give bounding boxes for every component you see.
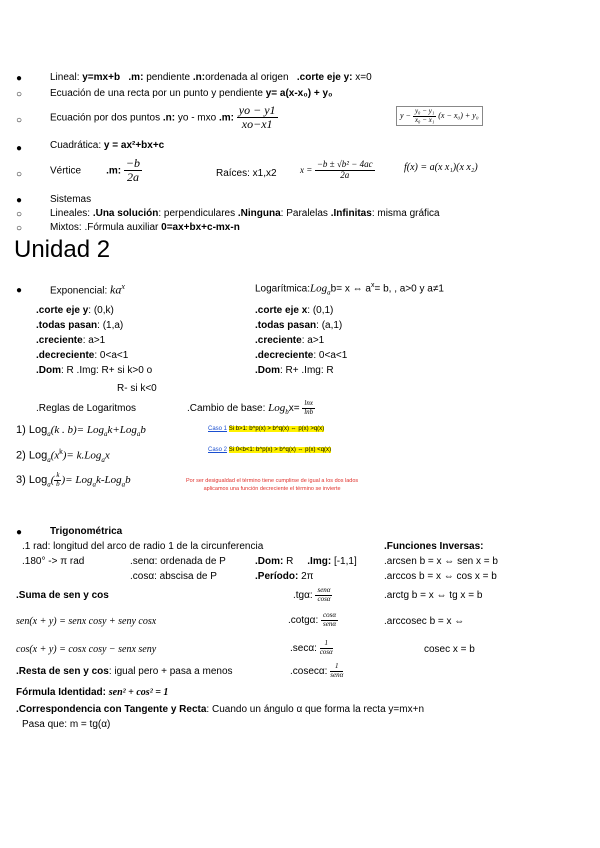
ecu-dos-text: Ecuación por dos puntos bbox=[50, 112, 161, 124]
property-row: .corte eje x: (0,1) bbox=[255, 305, 334, 316]
bullet: ● bbox=[16, 195, 23, 206]
bullet-hollow: ○ bbox=[16, 209, 23, 220]
mixtos-line: Mixtos: .Fórmula auxiliar 0=ax+bx+c-mx-n bbox=[50, 222, 240, 233]
ecu-punto-text: Ecuación de una recta por un punto y pendiente bbox=[50, 88, 263, 99]
rule-2: 2) $Log_a(x^k)= k.Log_ax$ bbox=[16, 449, 110, 464]
sec-def: .secα: $\frac{1}{\cos\alpha}$ bbox=[290, 639, 333, 656]
cos-def: .cosα: abscisa de P bbox=[130, 571, 217, 582]
tg-def: .tgα: $\frac{\text{senα}}{\cos\alpha}$ bbox=[293, 586, 331, 603]
n-label: .n: bbox=[162, 112, 176, 124]
ecu-dos-mid: yo - mxo bbox=[177, 112, 217, 124]
sen-def: .senα: ordenada de P bbox=[130, 556, 226, 567]
corresp-line: .Correspondencia con Tangente y Recta: Cuando un ángulo α que forma la recta y=mx+n bbox=[16, 704, 424, 715]
vertex-fraction: $\frac{-b}{2a}$ bbox=[125, 156, 141, 185]
periodo: .Período: 2π bbox=[255, 571, 314, 582]
n-desc: ordenada al origen bbox=[205, 72, 289, 83]
inv-arccosec: .arccosec b = x ⇔ bbox=[384, 616, 465, 627]
inv-arccos: .arccos b = x ⇔ cos x = b bbox=[384, 571, 497, 582]
inv-arcsen: .arcsen b = x ⇔ sen x = b bbox=[384, 556, 498, 567]
red-note: Por ser desigualdad el término tiene cumplirse de igual a los dos lados aplicamos una función decreciente el término se invierte bbox=[186, 478, 359, 492]
cuadratica-line bbox=[50, 140, 164, 151]
cosec-def: .cosecα: $\frac{1}{\text{senα}}$ bbox=[290, 662, 344, 679]
inv-title: .Funciones Inversas: bbox=[384, 541, 484, 552]
m-desc: pendiente bbox=[146, 72, 191, 83]
property-row: .Dom: R .Img: R+ si k>0 o bbox=[36, 365, 153, 376]
raices-label: Raíces: x1,x2 bbox=[216, 168, 277, 179]
property-row: .creciente: a>1 bbox=[255, 335, 325, 346]
two-point-formula-box: y − $\frac{\text{y₀ − y₁}}{\text{x₀ − x₁}}$ (x − x₀) + y₀ bbox=[396, 106, 483, 126]
rule-3: 3) Log$_a$( $\frac{k}{b}$ )= Log$_a$k-Log$_a$b bbox=[16, 471, 131, 489]
lineal-label: Lineal: bbox=[50, 72, 80, 83]
cos-sum-formula: cos(x + y) = cosx cosy − senx seny bbox=[16, 644, 157, 655]
dom-img: .Dom: R .Img: [-1,1] bbox=[255, 556, 357, 567]
rule-1: 1) Log$_a$(k . b)= Log$_a$k+Log$_a$b bbox=[16, 424, 146, 439]
ecu-punto-eq: y= a(x-x₀) + y₀ bbox=[265, 88, 333, 99]
unit-title: Unidad 2 bbox=[14, 236, 111, 263]
inv-cosec: cosec x = b bbox=[424, 644, 475, 655]
property-row: .Dom: R+ .Img: R bbox=[255, 365, 334, 376]
factored-form: f(x) = a(x x₁)(x x₂) bbox=[404, 162, 478, 173]
caso-1: Caso 1 Si b>1: b^p(x) > b^q(x) ⇔ p(x) >q(x) bbox=[208, 426, 325, 432]
exponencial-line: Exponencial: $ka^x$ bbox=[50, 282, 125, 297]
lineales-line: Lineales: .Una solución: perpendiculares .Ninguna: Paralelas .Infinitas: misma gráfica bbox=[50, 208, 440, 219]
identidad-line: Fórmula Identidad: sen² + cos² = 1 bbox=[16, 687, 169, 698]
sistemas-title: Sistemas bbox=[50, 194, 92, 205]
m-label: .m: bbox=[218, 112, 234, 124]
reglas-title: .Reglas de Logaritmos bbox=[36, 403, 137, 414]
corte-val: x=0 bbox=[355, 72, 372, 83]
caso-1-link[interactable]: Caso 1 bbox=[208, 426, 228, 432]
rad-def: .1 rad: longitud del arco de radio 1 de la circunferencia bbox=[22, 541, 264, 552]
property-row: .corte eje y: (0,k) bbox=[36, 305, 114, 316]
trig-title: Trigonométrica bbox=[50, 526, 123, 537]
suma-title: .Suma de sen y cos bbox=[16, 590, 109, 601]
bullet: ● bbox=[16, 143, 23, 154]
n-label: .n: bbox=[192, 72, 206, 83]
m-label: .m: bbox=[106, 165, 122, 177]
vertice-line bbox=[50, 157, 142, 184]
bullet: ● bbox=[16, 527, 23, 538]
property-row: .creciente: a>1 bbox=[36, 335, 106, 346]
cotg-def: .cotgα: $\frac{\cos\alpha}{\text{senα}}$ bbox=[288, 611, 337, 628]
sen-sum-formula: sen(x + y) = senx cosy + seny cosx bbox=[16, 616, 157, 627]
lineal-eq: y=mx+b bbox=[82, 72, 121, 83]
pasa-que: Pasa que: m = tg(α) bbox=[22, 719, 111, 730]
bullet-hollow: ○ bbox=[16, 223, 23, 234]
logaritmica-line: Logarítmica:Log$_a$b= x ⇔ $a^x= b$, , a>0 y a≠1 bbox=[255, 282, 444, 297]
property-row: .todas pasan: (a,1) bbox=[255, 320, 343, 331]
ecu-punto-line bbox=[50, 88, 333, 99]
property-row: .decreciente: 0<a<1 bbox=[255, 350, 348, 361]
bullet-hollow: ○ bbox=[16, 115, 23, 126]
cambio-base-line: .Cambio de base: Log$_b$x= $\frac{\ln x}{\ln b}$ bbox=[187, 399, 314, 416]
img-extra: R- si k<0 bbox=[117, 383, 157, 394]
bullet: ● bbox=[16, 285, 23, 296]
corte-label: .corte eje y: bbox=[296, 72, 353, 83]
quadratic-formula: x = $\frac{\text{−b ± √b² − 4ac}}{2a}$ bbox=[300, 159, 373, 180]
bullet-hollow: ○ bbox=[16, 169, 23, 180]
cuad-label: Cuadrática: bbox=[50, 140, 102, 151]
cuad-eq: y = ax²+bx+c bbox=[103, 140, 165, 151]
caso-2: Caso 2 Si 0<b<1: b^p(x) > b^q(x) ⇔ p(x) <q(x) bbox=[208, 447, 332, 453]
bullet-hollow: ○ bbox=[16, 89, 23, 100]
bullet: ● bbox=[16, 73, 23, 84]
property-row: .decreciente: 0<a<1 bbox=[36, 350, 129, 361]
slope-fraction: $\frac{yo - y1}{xo-x1}$ bbox=[238, 103, 276, 132]
resta-line: .Resta de sen y cos: igual pero + pasa a menos bbox=[16, 666, 233, 677]
caso-2-link[interactable]: Caso 2 bbox=[208, 447, 228, 453]
vertice-label: Vértice bbox=[50, 165, 82, 177]
ecu-dos-line bbox=[50, 104, 278, 131]
lineal-line bbox=[50, 72, 372, 83]
m-label: .m: bbox=[128, 72, 144, 83]
inv-arctg: .arctg b = x ⇔ tg x = b bbox=[384, 590, 483, 601]
deg-def: .180° -> π rad bbox=[22, 556, 85, 567]
property-row: .todas pasan: (1,a) bbox=[36, 320, 124, 331]
